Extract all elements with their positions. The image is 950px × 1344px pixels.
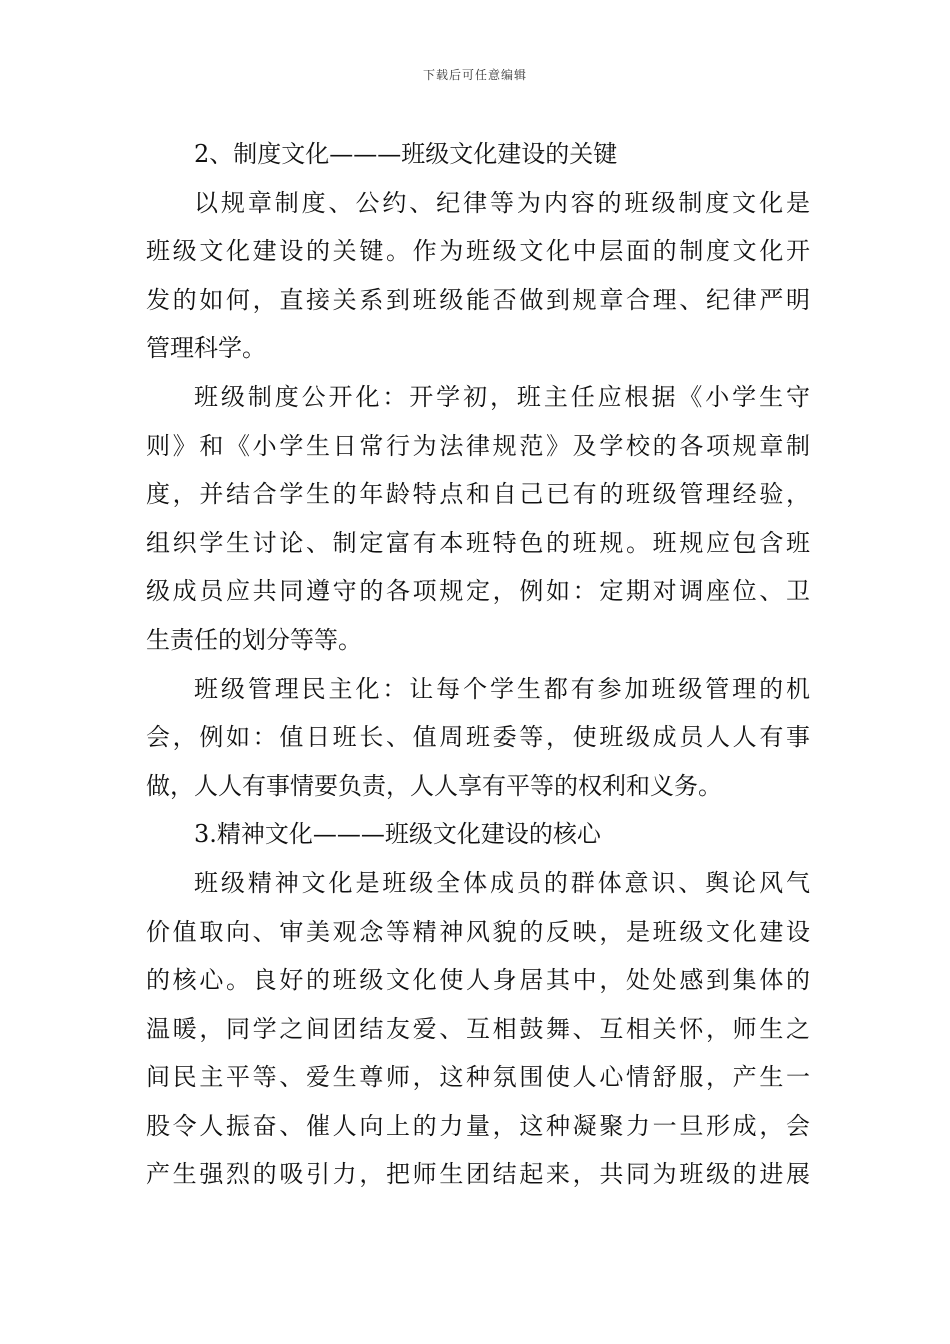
paragraph-line: 发的如何，直接关系到班级能否做到规章合理、纪律严明 <box>146 285 810 314</box>
paragraph-line: 生责任的划分等等。 <box>146 625 362 654</box>
paragraph-line: 班级精神文化是班级全体成员的群体意识、舆论风气 <box>194 868 810 897</box>
paragraph-line: 产生强烈的吸引力，把师生团结起来，共同为班级的进展 <box>146 1160 810 1189</box>
paragraph-line: 组织学生讨论、制定富有本班特色的班规。班规应包含班 <box>146 528 810 557</box>
paragraph-line: 价值取向、审美观念等精神风貌的反映，是班级文化建设 <box>146 917 810 946</box>
paragraph-line: 度，并结合学生的年龄特点和自己已有的班级管理经验， <box>146 480 810 509</box>
paragraph-line: 会，例如：值日班长、值周班委等，使班级成员人人有事 <box>146 723 810 752</box>
paragraph-line: 班级制度公开化：开学初，班主任应根据《小学生守 <box>194 382 810 411</box>
document-body <box>146 130 810 1199</box>
paragraph-line: 股令人振奋、催人向上的力量，这种凝聚力一旦形成，会 <box>146 1111 810 1140</box>
paragraph-line: 则》和《小学生日常行为法律规范》及学校的各项规章制 <box>146 431 810 460</box>
paragraph-line: 间民主平等、爱生尊师，这种氛围使人心情舒服，产生一 <box>146 1063 810 1092</box>
paragraph-line: 做，人人有事情要负责，人人享有平等的权利和义务。 <box>146 771 722 800</box>
paragraph-line: 管理科学。 <box>146 334 266 363</box>
page-header: 下载后可任意编辑 <box>422 68 527 82</box>
section-heading: 2、制度文化———班级文化建设的关键 <box>194 140 618 168</box>
section-heading: 3.精神文化———班级文化建设的核心 <box>194 820 601 849</box>
paragraph-line: 以规章制度、公约、纪律等为内容的班级制度文化是 <box>194 188 810 217</box>
paragraph-line: 的核心。良好的班级文化使人身居其中，处处感到集体的 <box>146 966 810 995</box>
paragraph-line: 班级管理民主化：让每个学生都有参加班级管理的机 <box>194 674 810 703</box>
paragraph-line: 温暖，同学之间团结友爱、互相鼓舞、互相关怀，师生之 <box>146 1014 810 1043</box>
paragraph-line: 级成员应共同遵守的各项规定，例如：定期对调座位、卫 <box>146 577 810 606</box>
paragraph-line: 班级文化建设的关键。作为班级文化中层面的制度文化开 <box>146 237 810 266</box>
